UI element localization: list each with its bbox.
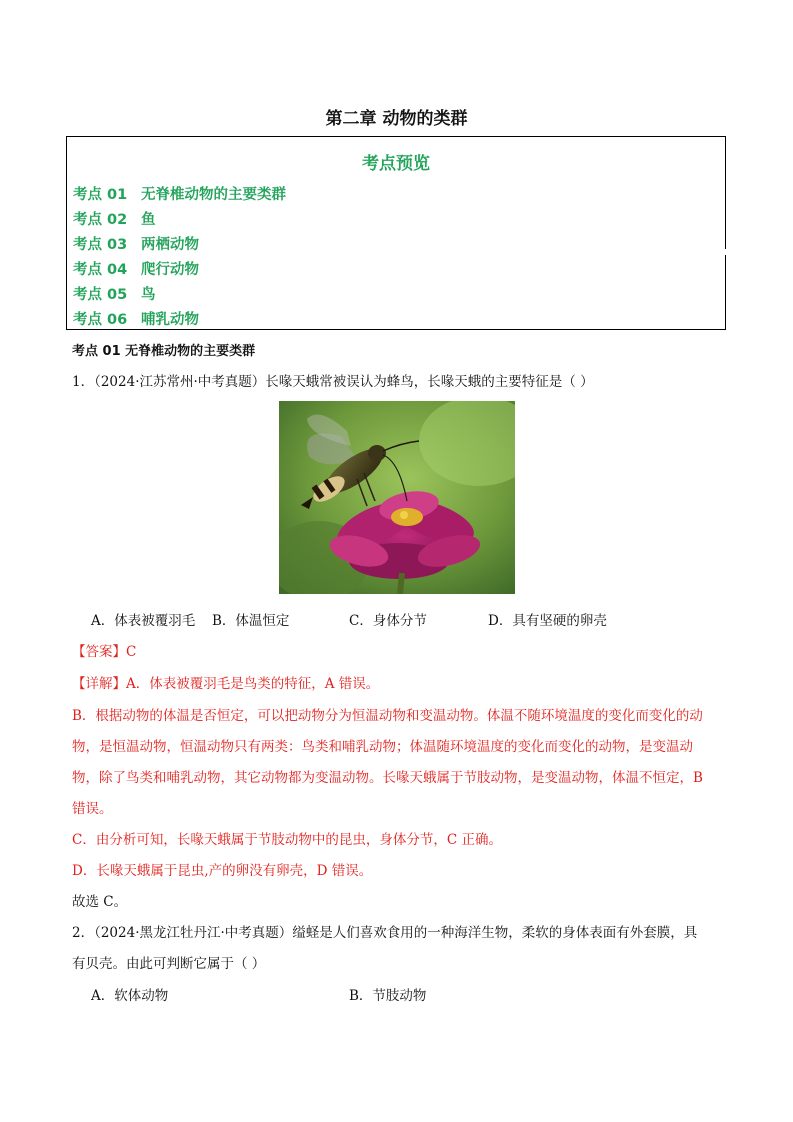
q1-conclusion: 故选 C。 [72, 894, 128, 910]
q1-option-a: A．体表被覆羽毛 [91, 613, 196, 629]
q1-explanation-b-line1: B．根据动物的体温是否恒定，可以把动物分为恒温动物和变温动物。体温不随环境温度的变化而变化的动 [72, 708, 703, 724]
q1-option-c: C．身体分节 [349, 613, 427, 629]
q1-answer: 【答案】C [72, 644, 137, 660]
overview-item-num: 考点 02 [73, 212, 128, 228]
overview-item-06 [73, 308, 199, 329]
question-1-stem: 1．（2024·江苏常州·中考真题）长喙天蛾常被误认为蜂鸟，长喙天蛾的主要特征是（ ） [72, 374, 594, 390]
page-title: 第二章 动物的类群 [325, 109, 468, 129]
overview-heading: 考点预览 [362, 154, 430, 174]
overview-item-label: 鱼 [141, 212, 156, 228]
box-border-gap [724, 249, 727, 255]
overview-item-label: 爬行动物 [141, 262, 199, 278]
q1-option-b: B．体温恒定 [212, 613, 290, 629]
moth-photo [279, 401, 515, 594]
q2-option-b: B．节肢动物 [349, 988, 427, 1004]
q1-explanation-b-line2: 物，是恒温动物，恒温动物只有两类：鸟类和哺乳动物；体温随环境温度的变化而变化的动物，是变温动 [72, 739, 693, 755]
q1-explanation-b-line3: 物，除了鸟类和哺乳动物，其它动物都为变温动物。长喙天蛾属于节肢动物，是变温动物，体温不恒定，B [72, 770, 703, 786]
section-heading: 考点 01 无脊椎动物的主要类群 [72, 344, 256, 359]
q1-explanation-b-line4: 错误。 [72, 801, 113, 817]
overview-item-num: 考点 04 [73, 262, 128, 278]
question-2-stem-line1: 2．（2024·黑龙江牡丹江·中考真题）缢蛏是人们喜欢食用的一种海洋生物，柔软的身体表面有外套膜，具 [72, 925, 698, 941]
overview-item-num: 考点 01 [73, 187, 128, 203]
q2-option-a: A．软体动物 [91, 988, 169, 1004]
overview-box [66, 136, 726, 330]
overview-item-label: 无脊椎动物的主要类群 [141, 187, 286, 203]
overview-item-01 [73, 183, 286, 204]
overview-item-03 [73, 233, 199, 254]
question-2-stem-line2: 有贝壳。由此可判断它属于（ ） [72, 956, 266, 972]
overview-item-02 [73, 208, 156, 229]
overview-item-label: 两栖动物 [141, 237, 199, 253]
q1-explanation-a: 【详解】A．体表被覆羽毛是鸟类的特征，A 错误。 [72, 676, 380, 692]
q1-option-d: D．具有坚硬的卵壳 [488, 613, 607, 629]
overview-item-num: 考点 05 [73, 287, 128, 303]
q1-explanation-c: C．由分析可知，长喙天蛾属于节肢动物中的昆虫，身体分节，C 正确。 [72, 832, 502, 848]
overview-item-04 [73, 258, 199, 279]
q1-explanation-d: D．长喙天蛾属于昆虫,产的卵没有卵壳，D 错误。 [72, 863, 373, 879]
overview-item-05 [73, 283, 156, 304]
overview-item-label: 鸟 [141, 287, 156, 303]
overview-item-num: 考点 06 [73, 312, 128, 328]
overview-item-num: 考点 03 [73, 237, 128, 253]
overview-item-label: 哺乳动物 [141, 312, 199, 328]
